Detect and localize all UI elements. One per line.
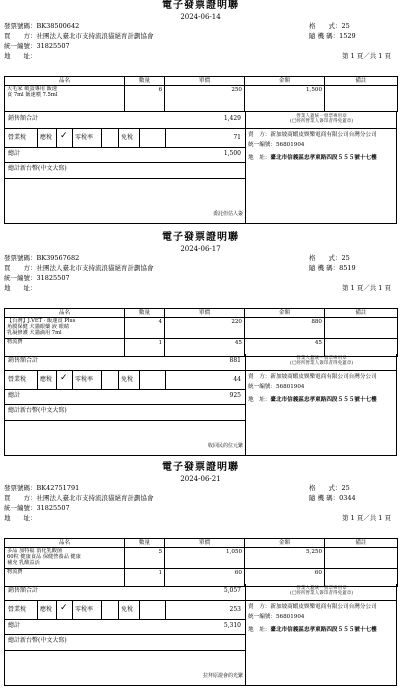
tax-type-row xyxy=(5,371,245,389)
items-header-row xyxy=(5,539,398,548)
invoice-date: 2024-06-14 xyxy=(180,12,221,21)
random-code-label: 隨 機 碼： xyxy=(309,493,340,502)
item-name: 多品 加特福 消化乳酸菌 60粒 健康食品 保健營養品 健康 補充 乳酸益活 xyxy=(5,548,125,569)
buyer-tax-id-field xyxy=(4,43,70,50)
column-header: 單價 xyxy=(165,77,245,86)
item-unit-price: 250 xyxy=(165,86,245,112)
column-header: 備註 xyxy=(325,77,398,86)
signature-note: 委託但估人簽 xyxy=(212,211,243,217)
tax-value: 71 xyxy=(233,134,241,141)
item-quantity: 1 xyxy=(125,569,165,587)
item-amount: 5,250 xyxy=(245,548,325,569)
buyer-tax-id-label: 統一編號： xyxy=(4,503,37,512)
column-header: 金額 xyxy=(245,539,325,548)
item-quantity: 5 xyxy=(125,548,165,569)
items-header-row xyxy=(5,309,398,318)
tax-exempt-label: 免稅 xyxy=(121,606,134,613)
stamp-note: 營業人蓋統一發票專用章 (已經所營業人簽印者得免蓋章) xyxy=(289,356,354,367)
item-amount: 880 xyxy=(245,318,325,339)
seller-tax-id-label: 統一編號： xyxy=(248,384,276,391)
total-label: 總計 xyxy=(8,150,21,157)
item-name: 物流費 xyxy=(5,339,125,357)
tax-exempt-label: 免稅 xyxy=(121,134,134,141)
invoice-title: 電子發票證明聯 xyxy=(162,0,239,11)
random-code-value: 1529 xyxy=(339,31,356,40)
invoice-date: 2024-06-17 xyxy=(180,244,221,253)
buyer-tax-id-value: 31825507 xyxy=(36,41,70,50)
seller-label: 賣 方： xyxy=(248,132,271,138)
random-code-label: 隨 機 碼： xyxy=(309,263,340,272)
invoice-title: 電子發票證明聯 xyxy=(162,462,239,473)
column-header: 備註 xyxy=(325,309,398,318)
item-unit-price: 60 xyxy=(165,569,245,587)
column-header: 品名 xyxy=(5,539,125,548)
item-note xyxy=(325,548,398,569)
buyer-tax-id-value: 31825507 xyxy=(36,503,70,512)
format-value: 25 xyxy=(341,21,350,30)
item-unit-price: 220 xyxy=(165,318,245,339)
sales-total-value: 1,429 xyxy=(223,115,241,122)
buyer-label: 買 方： xyxy=(4,263,37,272)
invoice-header xyxy=(4,23,397,63)
buyer-tax-id-value: 31825507 xyxy=(36,273,70,282)
seller-address: 臺北市信義區忠孝東路四段５５５號十七樓 xyxy=(270,154,377,161)
stamp-note: 營業人蓋統一發票專用章 (已經所營業人簽印者得免蓋章) xyxy=(289,586,354,597)
tax-type-row xyxy=(5,129,245,147)
page-indicator: 第 1 頁／共 1 頁 xyxy=(341,283,391,292)
taxable-label: 應稅 xyxy=(40,606,53,613)
column-header: 數量 xyxy=(125,77,165,86)
buyer-tax-id-label: 統一編號： xyxy=(4,273,37,282)
items-table xyxy=(4,538,398,587)
sales-total-label: 銷售額合計 xyxy=(8,115,39,122)
total-in-words-label: 總計新台幣(中文大寫) xyxy=(8,637,67,644)
random-code-field xyxy=(309,265,356,272)
table-row xyxy=(5,86,398,112)
buyer-address-label: 地 址： xyxy=(4,513,37,522)
format-field xyxy=(309,485,350,492)
seller-name: 新加坡商蝦皮娛樂電商有限公司台灣分公司 xyxy=(270,374,377,380)
zero-rate-label: 零稅率 xyxy=(75,134,94,141)
format-label: 格 式： xyxy=(309,21,342,30)
seller-address: 臺北市信義區忠孝東路四段５５５號十七樓 xyxy=(270,626,377,633)
sales-total-value: 881 xyxy=(229,357,241,364)
column-header: 數量 xyxy=(125,539,165,548)
item-name: 物流費 xyxy=(5,569,125,587)
buyer-value: 社團法人臺北市支持流浪貓絕育計劃協會 xyxy=(36,493,154,502)
item-quantity: 1 xyxy=(125,339,165,357)
seller-tax-id-value: 56801904 xyxy=(275,142,305,149)
page-indicator: 第 1 頁／共 1 頁 xyxy=(341,51,391,60)
sales-total-label: 銷售額合計 xyxy=(8,357,39,364)
total-value: 1,500 xyxy=(223,150,241,157)
seller-label: 賣 方： xyxy=(248,604,271,610)
invoice-number-field xyxy=(4,255,79,262)
seller-name: 新加坡商蝦皮娛樂電商有限公司台灣分公司 xyxy=(270,132,377,138)
column-header: 品名 xyxy=(5,77,125,86)
seller-name: 新加坡商蝦皮娛樂電商有限公司台灣分公司 xyxy=(270,604,377,610)
tax-value: 44 xyxy=(233,376,241,383)
item-amount: 1,500 xyxy=(245,86,325,112)
format-field xyxy=(309,23,350,30)
seller-tax-id-value: 56801904 xyxy=(275,614,305,621)
items-table xyxy=(4,308,398,357)
item-quantity: 4 xyxy=(125,318,165,339)
table-row xyxy=(5,548,398,569)
column-header: 備註 xyxy=(325,539,398,548)
taxable-check-icon: ✓ xyxy=(60,131,68,141)
seller-address-label: 地 址： xyxy=(248,154,271,161)
seller-label: 賣 方： xyxy=(248,374,271,380)
seller-address-label: 地 址： xyxy=(248,396,271,403)
buyer-label: 買 方： xyxy=(4,493,37,502)
items-table xyxy=(4,76,398,112)
signature-note: 拉拜原證會的光繁 xyxy=(202,673,243,679)
sales-total-label: 銷售額合計 xyxy=(8,587,39,594)
total-value: 5,310 xyxy=(223,622,241,629)
column-header: 品名 xyxy=(5,309,125,318)
invoice-number-label: 發票號碼： xyxy=(4,253,37,262)
items-header-row xyxy=(5,77,398,86)
buyer-tax-id-label: 統一編號： xyxy=(4,41,37,50)
invoice-header xyxy=(4,255,397,295)
item-note xyxy=(325,318,398,339)
invoice-date: 2024-06-21 xyxy=(180,474,221,483)
seller-tax-id-label: 統一編號： xyxy=(248,142,276,149)
buyer-label: 買 方： xyxy=(4,31,37,40)
invoice xyxy=(4,232,397,460)
buyer-tax-id-field xyxy=(4,505,70,512)
invoice-number-value: BK39567682 xyxy=(36,253,80,262)
sales-total-value: 5,057 xyxy=(223,587,241,594)
random-code-value: 0344 xyxy=(339,493,356,502)
summary-section xyxy=(4,584,397,686)
format-field xyxy=(309,255,350,262)
item-unit-price: 1,050 xyxy=(165,548,245,569)
item-amount: 45 xyxy=(245,339,325,357)
invoice-number-field xyxy=(4,485,79,492)
random-code-value: 8519 xyxy=(339,263,356,272)
tax-type-label: 營業稅 xyxy=(8,606,27,613)
invoice-title: 電子發票證明聯 xyxy=(162,232,239,243)
invoice-number-label: 發票號碼： xyxy=(4,21,37,30)
invoice xyxy=(4,0,397,228)
taxable-label: 應稅 xyxy=(40,134,53,141)
format-label: 格 式： xyxy=(309,483,342,492)
total-label: 總計 xyxy=(8,622,21,629)
tax-type-row xyxy=(5,601,245,619)
buyer-field xyxy=(4,33,154,40)
buyer-address-label: 地 址： xyxy=(4,51,37,60)
total-label: 總計 xyxy=(8,392,21,399)
seller-tax-id-value: 56801904 xyxy=(275,384,305,391)
buyer-field xyxy=(4,265,154,272)
seller-block xyxy=(248,132,394,161)
column-header: 金額 xyxy=(245,77,325,86)
invoice-number-value: BK42751791 xyxy=(36,483,80,492)
seller-block xyxy=(248,374,394,403)
buyer-value: 社團法人臺北市支持流浪貓絕育計劃協會 xyxy=(36,263,154,272)
item-name: 大毛家 破蛋專用 飯速 食 7ml 飯速噴 7.5ml xyxy=(5,86,125,112)
taxable-check-icon: ✓ xyxy=(60,603,68,613)
taxable-check-icon: ✓ xyxy=(60,373,68,383)
item-unit-price: 45 xyxy=(165,339,245,357)
summary-section xyxy=(4,354,397,456)
item-name: 【台灣】J.VET · 飯速食 Plus 角膜保健 犬貓眼藥 液 眼睛 乳凝修護 犬貓滴用 7ml xyxy=(5,318,125,339)
invoice xyxy=(4,462,397,690)
column-header: 單價 xyxy=(165,309,245,318)
tax-exempt-label: 免稅 xyxy=(121,376,134,383)
signature-note: 收回民的位元繁 xyxy=(207,443,243,449)
total-value: 925 xyxy=(229,392,241,399)
invoice-number-field xyxy=(4,23,79,30)
item-note xyxy=(325,86,398,112)
buyer-address-label: 地 址： xyxy=(4,283,37,292)
column-header: 金額 xyxy=(245,309,325,318)
zero-rate-label: 零稅率 xyxy=(75,606,94,613)
stamp-note: 營業人蓋統一發票專用章 (已經所營業人簽印者得免蓋章) xyxy=(289,114,354,125)
buyer-value: 社團法人臺北市支持流浪貓絕育計劃協會 xyxy=(36,31,154,40)
table-row xyxy=(5,318,398,339)
column-header: 數量 xyxy=(125,309,165,318)
random-code-field xyxy=(309,33,356,40)
random-code-label: 隨 機 碼： xyxy=(309,31,340,40)
total-in-words-label: 總計新台幣(中文大寫) xyxy=(8,165,67,172)
tax-value: 253 xyxy=(229,606,241,613)
buyer-field xyxy=(4,495,154,502)
taxable-label: 應稅 xyxy=(40,376,53,383)
column-header: 單價 xyxy=(165,539,245,548)
item-quantity: 6 xyxy=(125,86,165,112)
total-in-words-label: 總計新台幣(中文大寫) xyxy=(8,407,67,414)
summary-section xyxy=(4,112,397,224)
seller-address: 臺北市信義區忠孝東路四段５５５號十七樓 xyxy=(270,396,377,403)
invoice-number-value: BK38500642 xyxy=(36,21,80,30)
seller-address-label: 地 址： xyxy=(248,626,271,633)
tax-type-label: 營業稅 xyxy=(8,376,27,383)
seller-block xyxy=(248,604,394,633)
format-label: 格 式： xyxy=(309,253,342,262)
invoice-number-label: 發票號碼： xyxy=(4,483,37,492)
random-code-field xyxy=(309,495,356,502)
seller-tax-id-label: 統一編號： xyxy=(248,614,276,621)
format-value: 25 xyxy=(341,253,350,262)
buyer-tax-id-field xyxy=(4,275,70,282)
invoice-header xyxy=(4,485,397,525)
format-value: 25 xyxy=(341,483,350,492)
zero-rate-label: 零稅率 xyxy=(75,376,94,383)
item-amount: 60 xyxy=(245,569,325,587)
tax-type-label: 營業稅 xyxy=(8,134,27,141)
page-indicator: 第 1 頁／共 1 頁 xyxy=(341,513,391,522)
